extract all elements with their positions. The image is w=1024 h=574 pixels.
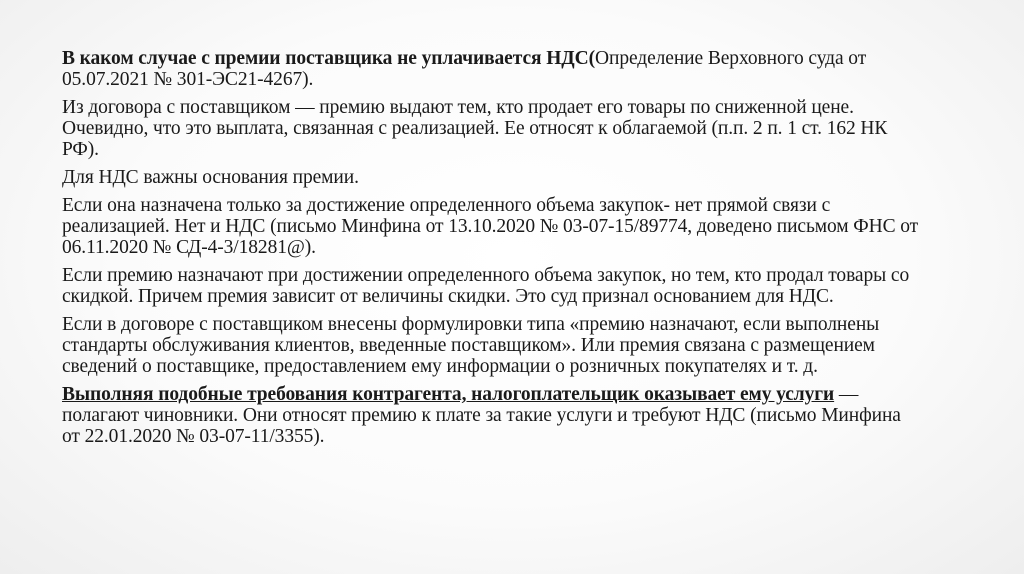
paragraph-services-conclusion bbox=[62, 384, 922, 447]
paragraph-volume-discount: Если премию назначают при достижении определенного объема закупок, но тем, кто продал товары со скидкой. Причем премия зависит от величины скидки. Это суд признал основанием для НДС. bbox=[62, 265, 910, 307]
paragraph-volume-only: Если она назначена только за достижение определенного объема закупок- нет прямой связи с реализацией. Нет и НДС (письмо Минфина от 13.10.2020 № 03-07-15/89774, доведено письмом ФНС от 06.11.2020 № СД-4-3/18281@). bbox=[62, 195, 919, 258]
heading-reference-text: Определение Верховного суда от 05.07.2021 № 301-ЭС21-4267). bbox=[62, 48, 867, 90]
paragraph-vat-basis: Для НДС важны основания премии. bbox=[62, 167, 359, 188]
conclusion-bold-text: Выполняя подобные требования контрагента, налогоплательщик оказывает ему услуги bbox=[62, 384, 835, 405]
slide-content bbox=[62, 48, 922, 454]
conclusion-rest-text: — полагают чиновники. Они относят премию к плате за такие услуги и требуют НДС (письмо Минфина от 22.01.2020 № 03-07-11/3355). bbox=[62, 384, 901, 447]
paragraph-service-standards: Если в договоре с поставщиком внесены формулировки типа «премию назначают, если выполнены стандарты обслуживания клиентов, введенные поставщиком». Или премия связана с размещением сведений о поставщике, предоставлением ему информации о розничных покупателях и т. д. bbox=[62, 314, 880, 377]
heading-bold-text: В каком случае с премии поставщика не уплачивается НДС( bbox=[62, 48, 595, 69]
paragraph-heading bbox=[62, 48, 922, 90]
paragraph-contract-premium: Из договора с поставщиком — премию выдают тем, кто продает его товары по сниженной цене. Очевидно, что это выплата, связанная с реализацией. Ее относят к облагаемой (п.п. 2 п. 1 ст. 162 НК РФ). bbox=[62, 97, 888, 160]
